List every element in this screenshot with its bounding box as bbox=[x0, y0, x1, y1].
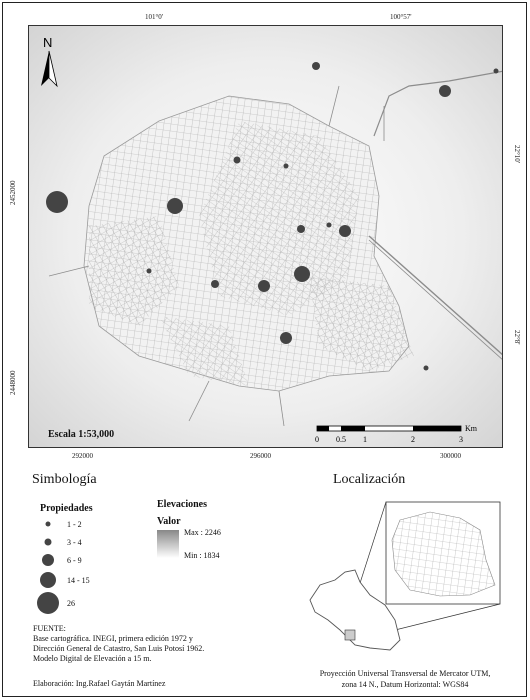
property-dot bbox=[234, 157, 241, 164]
fuente-line-2: Base cartográfica. INEGI, primera edición 1972 y bbox=[33, 634, 193, 643]
elevaciones-title: Elevaciones bbox=[157, 499, 207, 510]
coord-right-1: 22°10' bbox=[513, 145, 521, 164]
simbologia-title: Simbología bbox=[32, 472, 97, 487]
property-dot bbox=[327, 223, 332, 228]
property-dot bbox=[297, 225, 305, 233]
propiedades-title: Propiedades bbox=[40, 503, 93, 514]
property-dot bbox=[284, 164, 289, 169]
legend-item-1: 1 - 2 bbox=[67, 520, 82, 529]
elevation-min: Min : 1834 bbox=[184, 551, 220, 560]
property-dot bbox=[494, 69, 499, 74]
scale-tick-2: 2 bbox=[411, 435, 415, 444]
property-dot bbox=[294, 266, 310, 282]
scale-tick-05: 0.5 bbox=[336, 435, 346, 444]
property-dot bbox=[439, 85, 451, 97]
property-dot bbox=[312, 62, 320, 70]
legend-item-2: 3 - 4 bbox=[67, 538, 82, 547]
north-label: N bbox=[43, 35, 53, 50]
property-dot bbox=[147, 269, 152, 274]
legend-item-3: 6 - 9 bbox=[67, 556, 82, 565]
elaboracion: Elaboración: Ing.Rafael Gaytán Martínez bbox=[33, 679, 166, 688]
legend-item-4: 14 - 15 bbox=[67, 576, 90, 585]
scale-tick-0: 0 bbox=[315, 435, 319, 444]
property-dot bbox=[339, 225, 351, 237]
legend-item-5: 26 bbox=[67, 599, 75, 608]
scale-unit: Km bbox=[465, 424, 477, 433]
fuente-line-4: Modelo Digital de Elevación a 15 m. bbox=[33, 654, 152, 663]
property-dot bbox=[280, 332, 292, 344]
property-dot bbox=[167, 198, 183, 214]
scale-tick-3: 3 bbox=[459, 435, 463, 444]
coord-left-1: 2452000 bbox=[9, 180, 17, 205]
coord-bottom-3: 300000 bbox=[440, 452, 461, 460]
coord-top-2: 100°57' bbox=[390, 13, 412, 21]
projection-line-1: Proyección Universal Transversal de Mercator UTM, bbox=[319, 669, 491, 678]
coord-top-1: 101°0' bbox=[145, 13, 164, 21]
valor-label: Valor bbox=[157, 516, 181, 527]
property-dot bbox=[46, 191, 68, 213]
main-map[interactable] bbox=[28, 25, 503, 448]
elevation-ramp bbox=[157, 530, 179, 558]
coord-bottom-2: 296000 bbox=[250, 452, 271, 460]
fuente-line-3: Dirección General de Catastro, San Luis Potosí 1962. bbox=[33, 644, 205, 653]
coord-bottom-1: 292000 bbox=[72, 452, 93, 460]
elevation-max: Max : 2246 bbox=[184, 528, 221, 537]
localizacion-title: Localización bbox=[333, 472, 406, 487]
map-canvas bbox=[29, 26, 503, 448]
location-inset bbox=[300, 500, 505, 660]
property-dot bbox=[258, 280, 270, 292]
scale-text: Escala 1:53,000 bbox=[48, 429, 115, 440]
fuente-line-1: FUENTE: bbox=[33, 624, 66, 633]
scale-tick-1: 1 bbox=[363, 435, 367, 444]
property-dot bbox=[211, 280, 219, 288]
coord-left-2: 2448000 bbox=[9, 370, 17, 395]
coord-right-2: 22°8' bbox=[513, 330, 521, 345]
projection-line-2: zona 14 N., Datum Horizontal: WGS84 bbox=[341, 680, 469, 689]
property-dot bbox=[424, 366, 429, 371]
